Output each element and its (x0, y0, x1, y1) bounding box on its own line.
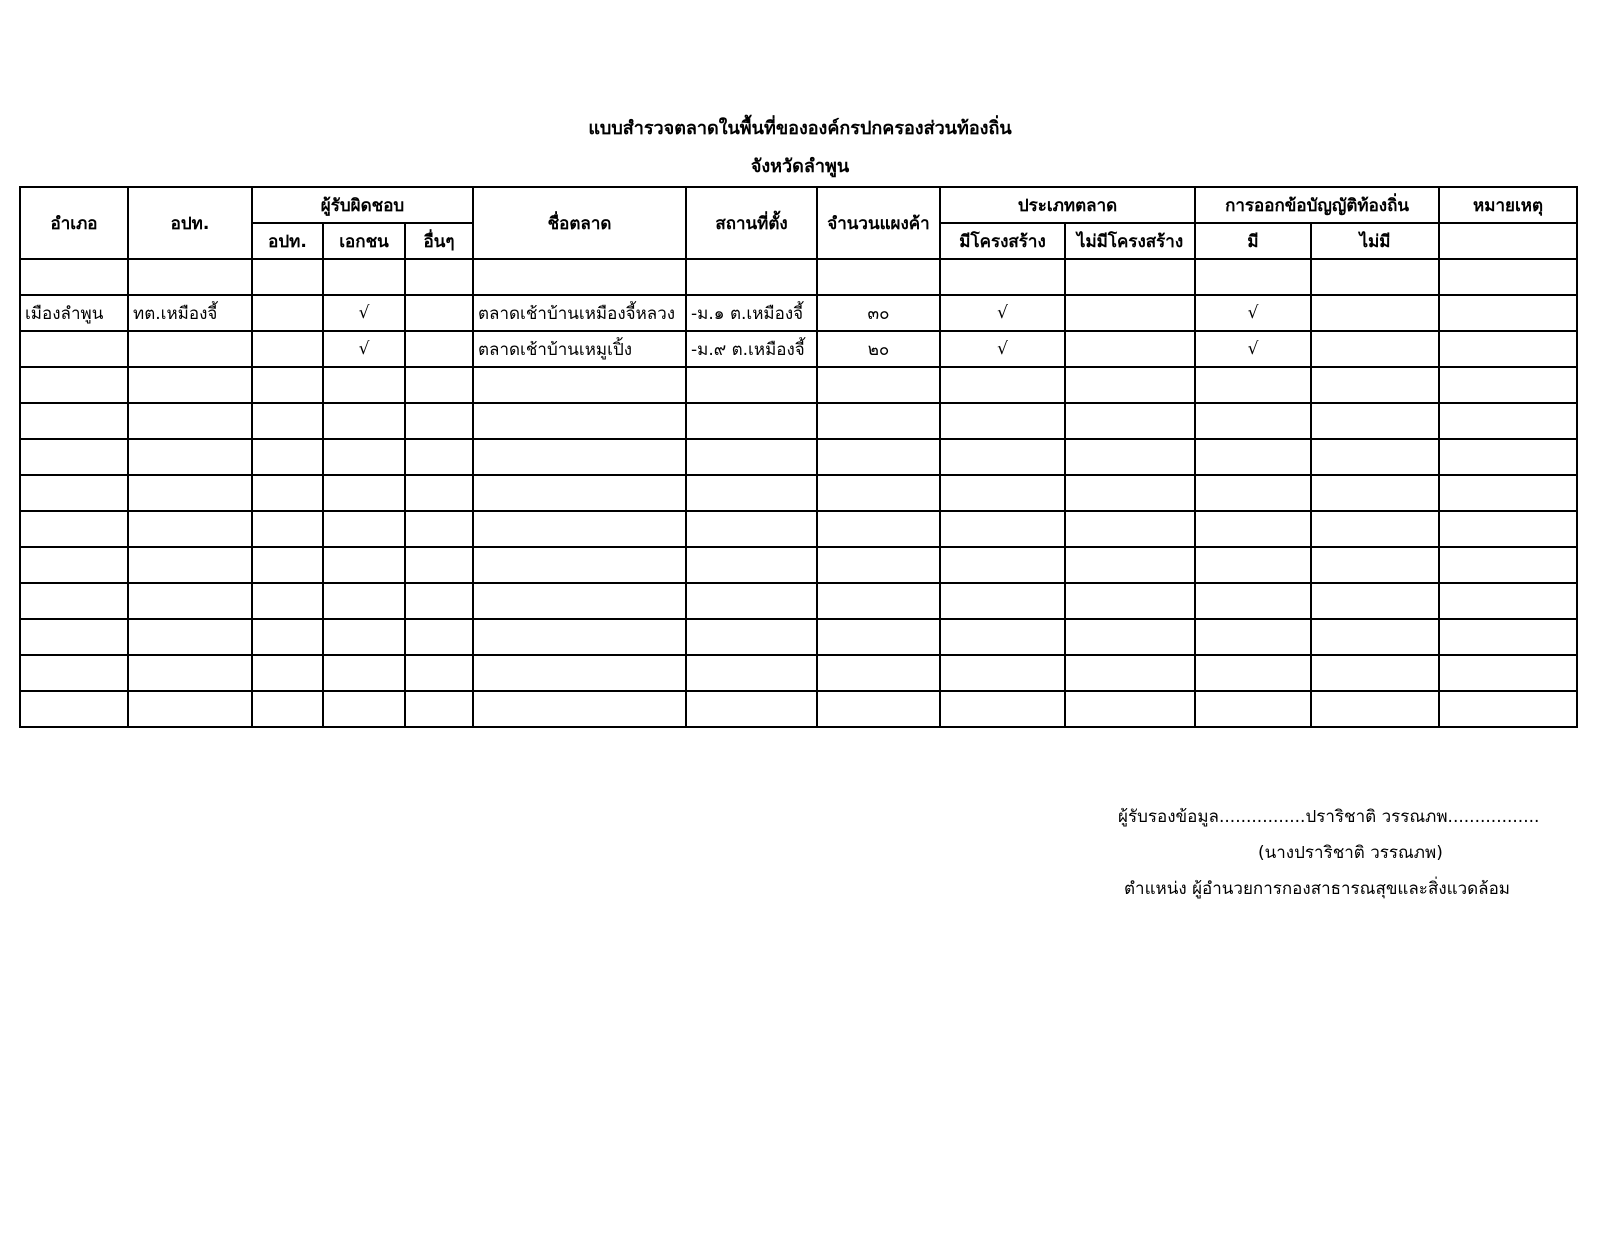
cell-blank (323, 403, 405, 439)
header-ord-yes: มี (1195, 223, 1311, 259)
cell-blank (20, 403, 128, 439)
cell-blank (252, 511, 323, 547)
cell-blank (940, 619, 1065, 655)
table-row-blank (20, 511, 1577, 547)
table-row-blank (20, 619, 1577, 655)
cell-blank (20, 691, 128, 727)
cell-ord-yes: √ (1195, 331, 1311, 367)
cell-blank (817, 403, 940, 439)
cell-blank (686, 403, 817, 439)
cell-remarks (1439, 331, 1577, 367)
cell-blank (128, 367, 252, 403)
cell-blank (128, 511, 252, 547)
cell-blank (817, 691, 940, 727)
table-body (20, 259, 1577, 727)
document-subtitle: จังหวัดลำพูน (750, 156, 850, 177)
cell-blank (252, 439, 323, 475)
cell-blank (473, 547, 686, 583)
cell-blank (405, 403, 473, 439)
cell-blank (686, 619, 817, 655)
cell-blank (1311, 583, 1439, 619)
cell-blank (1311, 691, 1439, 727)
cell-blank (686, 655, 817, 691)
cell-ord-no (1311, 295, 1439, 331)
certifier-line: ผู้รับรองข้อมูล................ปราริชาติ วรรณภพ................. (1118, 807, 1540, 827)
cell-blank (686, 691, 817, 727)
cell-blank (686, 367, 817, 403)
header-with-structure: มีโครงสร้าง (940, 223, 1065, 259)
cell-blank (405, 367, 473, 403)
cell-without-structure (1065, 331, 1195, 367)
cell-blank (20, 547, 128, 583)
table-row-blank (20, 475, 1577, 511)
header-without-structure: ไม่มีโครงสร้าง (1065, 223, 1195, 259)
cell-blank (940, 403, 1065, 439)
cell-blank (405, 691, 473, 727)
cell-blank (128, 475, 252, 511)
cell-blank (817, 475, 940, 511)
cell-blank (940, 691, 1065, 727)
cell-stalls: ๒๐ (817, 331, 940, 367)
header-resp-private: เอกชน (323, 223, 405, 259)
cell-blank (323, 475, 405, 511)
cell-blank (817, 439, 940, 475)
cell-with-structure: √ (940, 295, 1065, 331)
cell-blank (1439, 547, 1577, 583)
cell-blank (323, 511, 405, 547)
cell-location: -ม.๙ ต.เหมืองจี้ (686, 331, 817, 367)
header-resp-lao: อปท. (252, 223, 323, 259)
cell-blank (1311, 547, 1439, 583)
cell-blank (940, 367, 1065, 403)
cell-blank (20, 367, 128, 403)
cell-blank (817, 583, 940, 619)
cell-blank (1439, 691, 1577, 727)
cell-remarks (1439, 295, 1577, 331)
cell-blank (940, 583, 1065, 619)
cell-blank (1195, 439, 1311, 475)
cell-blank (1195, 511, 1311, 547)
cell-blank (1065, 619, 1195, 655)
cell-market-name: ตลาดเช้าบ้านเหมืองจี้หลวง (473, 295, 686, 331)
cell-blank (20, 439, 128, 475)
cell-blank (1311, 475, 1439, 511)
cell-blank (20, 583, 128, 619)
header-row-1 (20, 187, 1577, 223)
cell-blank (1065, 655, 1195, 691)
cell-blank (405, 619, 473, 655)
cell-blank (1439, 439, 1577, 475)
cell-blank (940, 511, 1065, 547)
cell-blank (1195, 367, 1311, 403)
cell-blank (252, 583, 323, 619)
cell-blank (817, 655, 940, 691)
cell-blank (473, 619, 686, 655)
cell-blank (128, 439, 252, 475)
cell-blank (1195, 583, 1311, 619)
cell-blank (940, 439, 1065, 475)
cell-blank (1195, 403, 1311, 439)
cell-blank (252, 475, 323, 511)
cell-blank (940, 547, 1065, 583)
cell-blank (1439, 403, 1577, 439)
cell-blank (473, 367, 686, 403)
cell-blank (1439, 655, 1577, 691)
cell-blank (1439, 511, 1577, 547)
certifier-position: ตำแหน่ง ผู้อำนวยการกองสาธารณสุขและสิ่งแวดล้อม (1124, 879, 1510, 899)
cell-district (20, 331, 128, 367)
cell-blank (323, 439, 405, 475)
cell-blank (1065, 475, 1195, 511)
cell-blank (473, 403, 686, 439)
table-row-blank (20, 439, 1577, 475)
cell-blank (817, 511, 940, 547)
cell-resp-other (405, 331, 473, 367)
cell-blank (1439, 475, 1577, 511)
cell-blank (128, 547, 252, 583)
cell-lao (128, 331, 252, 367)
cell-blank (686, 583, 817, 619)
cell-resp-private: √ (323, 331, 405, 367)
cell-blank (1311, 439, 1439, 475)
table-row-blank (20, 367, 1577, 403)
cell-blank (1311, 511, 1439, 547)
cell-resp-private: √ (323, 295, 405, 331)
cell-blank (20, 619, 128, 655)
header-remarks-blank (1439, 223, 1577, 259)
header-location: สถานที่ตั้ง (686, 187, 817, 259)
cell-blank (252, 547, 323, 583)
cell-blank (405, 655, 473, 691)
cell-blank (1065, 511, 1195, 547)
cell-blank (323, 583, 405, 619)
cell-blank (128, 691, 252, 727)
cell-blank (473, 691, 686, 727)
cell-blank (252, 655, 323, 691)
cell-stalls: ๓๐ (817, 295, 940, 331)
cell-blank (20, 475, 128, 511)
header-stalls: จำนวนแผงค้า (817, 187, 940, 259)
table-row (20, 331, 1577, 367)
table-row (20, 295, 1577, 331)
cell-resp-lao (252, 295, 323, 331)
table-header (20, 187, 1577, 259)
cell-location: -ม.๑ ต.เหมืองจี้ (686, 295, 817, 331)
cell-blank (128, 655, 252, 691)
cell-blank (1311, 367, 1439, 403)
cell-resp-other (405, 295, 473, 331)
header-resp-other: อื่นๆ (405, 223, 473, 259)
cell-blank (252, 403, 323, 439)
cell-blank (1065, 403, 1195, 439)
cell-blank (252, 367, 323, 403)
cell-blank (817, 619, 940, 655)
cell-blank (405, 583, 473, 619)
header-lao: อปท. (128, 187, 252, 259)
cell-blank (473, 439, 686, 475)
document-title: แบบสำรวจตลาดในพื้นที่ขององค์กรปกครองส่วนท้องถิ่น (588, 118, 1012, 139)
cell-blank (940, 655, 1065, 691)
cell-blank (128, 403, 252, 439)
table-row-blank (20, 655, 1577, 691)
cell-blank (1195, 655, 1311, 691)
cell-without-structure (1065, 295, 1195, 331)
cell-blank (128, 583, 252, 619)
cell-resp-lao (252, 331, 323, 367)
cell-blank (128, 619, 252, 655)
cell-blank (323, 655, 405, 691)
cell-blank (323, 691, 405, 727)
cell-blank (686, 475, 817, 511)
cell-district: เมืองลำพูน (20, 295, 128, 331)
market-survey-table (19, 186, 1578, 728)
header-remarks: หมายเหตุ (1439, 187, 1577, 223)
table-row-blank (20, 403, 1577, 439)
cell-blank (1065, 439, 1195, 475)
header-ordinance: การออกข้อบัญญัติท้องถิ่น (1195, 187, 1439, 223)
cell-blank (1311, 403, 1439, 439)
cell-blank (323, 619, 405, 655)
cell-blank (1439, 619, 1577, 655)
cell-blank (405, 475, 473, 511)
cell-blank (1311, 619, 1439, 655)
cell-blank (473, 583, 686, 619)
cell-market-name: ตลาดเช้าบ้านเหมูเปิ้ง (473, 331, 686, 367)
cell-blank (1065, 583, 1195, 619)
cell-blank (252, 691, 323, 727)
cell-blank (405, 439, 473, 475)
cell-blank (323, 547, 405, 583)
cell-blank (473, 655, 686, 691)
table-row-blank (20, 547, 1577, 583)
cell-ord-no (1311, 331, 1439, 367)
cell-blank (1439, 367, 1577, 403)
cell-blank (20, 511, 128, 547)
cell-blank (686, 511, 817, 547)
header-market-type: ประเภทตลาด (940, 187, 1195, 223)
header-responsible: ผู้รับผิดชอบ (252, 187, 473, 223)
cell-blank (1065, 691, 1195, 727)
cell-blank (252, 619, 323, 655)
cell-blank (1311, 655, 1439, 691)
cell-blank (1195, 475, 1311, 511)
cell-blank (20, 655, 128, 691)
header-market-name: ชื่อตลาด (473, 187, 686, 259)
table-row-blank (20, 691, 1577, 727)
table-spacer-row (20, 259, 1577, 295)
cell-blank (1439, 583, 1577, 619)
cell-blank (1195, 619, 1311, 655)
table-row-blank (20, 583, 1577, 619)
cell-blank (1195, 547, 1311, 583)
cell-blank (686, 439, 817, 475)
cell-ord-yes: √ (1195, 295, 1311, 331)
cell-blank (817, 547, 940, 583)
cell-lao: ทต.เหมืองจี้ (128, 295, 252, 331)
cell-blank (1065, 547, 1195, 583)
cell-blank (473, 475, 686, 511)
cell-blank (817, 367, 940, 403)
cell-blank (940, 475, 1065, 511)
cell-with-structure: √ (940, 331, 1065, 367)
cell-blank (405, 511, 473, 547)
cell-blank (686, 547, 817, 583)
cell-blank (1065, 367, 1195, 403)
header-district: อำเภอ (20, 187, 128, 259)
cell-blank (323, 367, 405, 403)
certifier-name: (นางปราริชาติ วรรณภพ) (1258, 843, 1443, 863)
header-ord-no: ไม่มี (1311, 223, 1439, 259)
cell-blank (1195, 691, 1311, 727)
cell-blank (405, 547, 473, 583)
cell-blank (473, 511, 686, 547)
